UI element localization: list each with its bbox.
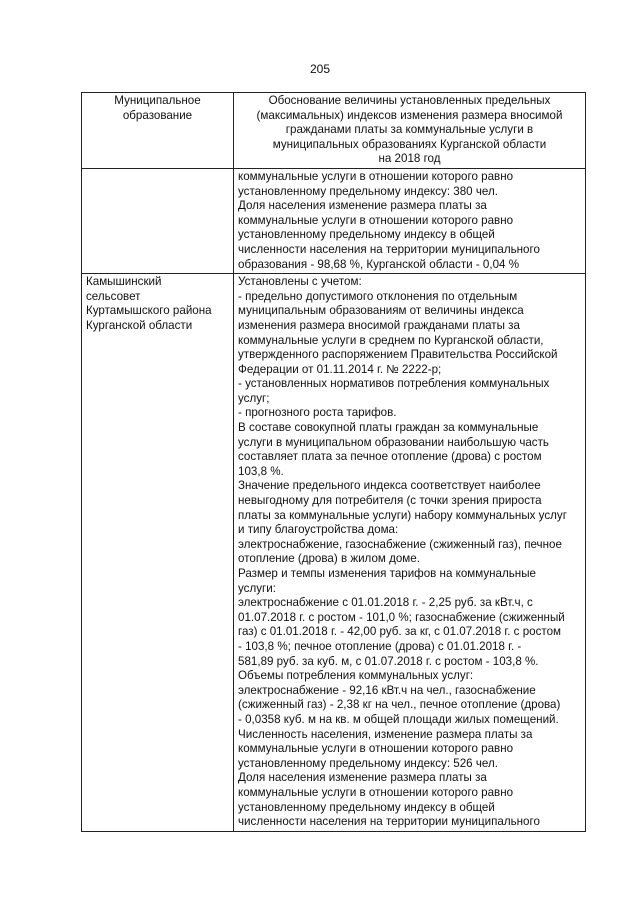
justification-line: В составе совокупной платы граждан за коммунальные — [238, 421, 539, 435]
page-number: 205 — [309, 62, 331, 76]
table-header-row — [82, 93, 586, 169]
justification-line: платы за коммунальные услуги) набору коммунальных услуг — [238, 508, 567, 522]
header-line: на 2018 год — [378, 152, 441, 166]
justification-line: электроснабжение, газоснабжение (сжиженный газ), печное — [238, 537, 562, 551]
justification-line: образования - 98,68 %, Курганской области - 0,04 % — [238, 257, 520, 271]
justification-line: Значение предельного индекса соответствует наиболее — [238, 479, 541, 493]
justification-line: установленному предельному индексу в общей — [238, 800, 495, 814]
justification-line: Доля населения изменение размера платы за — [238, 199, 487, 213]
justification-line: - 103,8 %; печное отопление (дрова) с 01.01.2018 г. - — [238, 639, 522, 653]
justification-line: численности населения на территории муниципального — [238, 242, 540, 256]
justification-line: - прогнозного роста тарифов. — [238, 406, 397, 420]
justification-line: 01.07.2018 г. с ростом - 101,0 %; газоснабжение (сжиженный — [238, 610, 565, 624]
justification-line: установленному предельному индексу в общей — [238, 228, 495, 242]
municipality-line: сельсовет — [86, 289, 141, 303]
justification-line: коммунальные услуги в отношении которого равно — [238, 785, 514, 799]
justification-line: услуги в муниципальном образовании наибольшую часть — [238, 435, 549, 449]
justification-line: Установлены с учетом: — [238, 275, 362, 289]
justification-line: изменения размера вносимой гражданами платы за — [238, 318, 520, 332]
municipality-cell — [82, 168, 234, 273]
justification-line: составляет плата за печное отопление (дрова) с ростом — [238, 450, 542, 464]
municipality-cell — [82, 274, 234, 832]
justification-line: газ) с 01.01.2018 г. - 42,00 руб. за кг, с 01.07.2018 г. с ростом — [238, 625, 561, 639]
justification-line: Численность населения, изменение размера платы за — [238, 727, 533, 741]
justification-line: услуги: — [238, 581, 276, 595]
header-line: (максимальных) индексов изменения размера вносимой — [256, 108, 563, 122]
justification-cell — [234, 274, 586, 832]
justification-line: Размер и темпы изменения тарифов на коммунальные — [238, 567, 536, 580]
justification-line: (сжиженный газ) - 2,38 кг на чел., печное отопление (дрова) — [238, 698, 561, 712]
header-line: образование — [122, 108, 193, 122]
justification-line: - предельно допустимого отклонения по отдельным — [238, 289, 518, 303]
table-row — [82, 168, 586, 273]
municipality-line: Куртамышского района — [86, 304, 212, 318]
justification-line: услуг; — [238, 391, 270, 405]
header-line: Муниципальное — [114, 94, 201, 107]
header-municipality — [82, 93, 234, 169]
tariff-index-table — [81, 92, 586, 832]
justification-line: коммунальные услуги в отношении которого равно — [238, 169, 514, 183]
justification-line: численности населения на территории муниципального — [238, 815, 540, 829]
municipality-line: Камышинский — [86, 275, 162, 289]
justification-line: отопление (дрова) в жилом доме. — [238, 552, 420, 566]
justification-line: коммунальные услуги в отношении которого равно — [238, 213, 514, 227]
header-justification — [234, 93, 586, 169]
table-row — [82, 274, 586, 832]
justification-line: Федерации от 01.11.2014 г. № 2222-р; — [238, 362, 442, 376]
justification-line: 581,89 руб. за куб. м, с 01.07.2018 г. с ростом - 103,8 %. — [238, 654, 539, 668]
header-line: Обоснование величины установленных предельных — [268, 94, 551, 107]
header-line: муниципальных образованиях Курганской области — [272, 137, 547, 151]
justification-cell — [234, 168, 586, 273]
justification-line: утвержденного распоряжением Правительства Российской — [238, 348, 558, 362]
justification-line: - установленных нормативов потребления коммунальных — [238, 377, 550, 391]
justification-line: и типу благоустройства дома: — [238, 523, 399, 537]
justification-line: Доля населения изменение размера платы за — [238, 771, 487, 785]
justification-line: - 0,0358 куб. м на кв. м общей площади жилых помещений. — [238, 712, 559, 726]
justification-line: 103,8 %. — [238, 464, 284, 478]
justification-line: коммунальные услуги в среднем по Курганской области, — [238, 333, 544, 347]
justification-line: установленному предельному индексу: 526 чел. — [238, 756, 498, 770]
justification-line: электроснабжение с 01.01.2018 г. - 2,25 руб. за кВт.ч, с — [238, 596, 533, 610]
justification-line: коммунальные услуги в отношении которого равно — [238, 742, 514, 756]
justification-line: установленному предельному индексу: 380 чел. — [238, 184, 498, 198]
table-body — [82, 168, 586, 831]
municipality-line: Курганской области — [86, 318, 193, 332]
justification-line: муниципальным образованиям от величины индекса — [238, 304, 524, 318]
justification-line: Объемы потребления коммунальных услуг: — [238, 669, 474, 683]
header-line: гражданами платы за коммунальные услуги в — [285, 123, 534, 137]
justification-line: невыгодному для потребителя (с точки зрения прироста — [238, 494, 542, 508]
justification-line: электроснабжение - 92,16 кВт.ч на чел., газоснабжение — [238, 683, 536, 697]
